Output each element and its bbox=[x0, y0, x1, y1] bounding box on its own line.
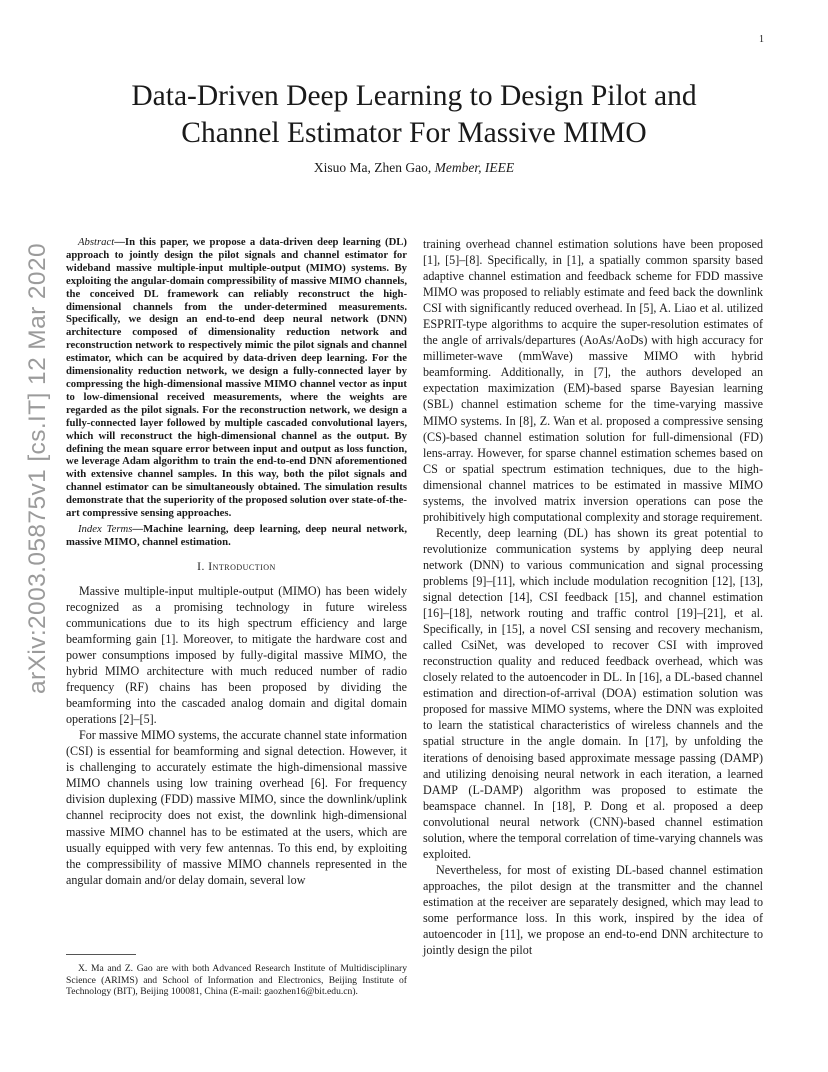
footnote: X. Ma and Z. Gao are with both Advanced Research Institute of Multidisciplinary Science (ARIMS) and School of Information and Electronics, Beijing Institute of Technology (BIT), Beijing 100081, China (E-mail: gaozhen16@bit.edu.cn). bbox=[66, 963, 407, 997]
left-column bbox=[66, 236, 407, 888]
abstract bbox=[66, 236, 407, 520]
body-paragraph: For massive MIMO systems, the accurate channel state information (CSI) is essential for beamforming and signal detection. However, it is challenging to accurately estimate the high-dimensional massive MIMO channels using low training overhead [6]. For frequency division duplexing (FDD) massive MIMO, since the downlink/uplink channel reciprocity does not exist, the downlink high-dimensional massive MIMO channel has to be estimated at the users, which are usually equipped with very few antennas. To this end, by exploiting the compressibility of massive MIMO channels represented in the angular domain and/or delay domain, several low bbox=[66, 728, 407, 887]
index-terms-text: —Machine learning, deep learning, deep neural network, massive MIMO, channel estimation. bbox=[66, 522, 407, 548]
abstract-label: Abstract bbox=[78, 236, 115, 248]
index-terms bbox=[66, 523, 407, 549]
abstract-text: —In this paper, we propose a data-driven deep learning (DL) approach to jointly design the pilot signals and channel estimator for wideband massive multiple-input multiple-output (MIMO) systems. By exploiting the angular-domain compressibility of massive MIMO channels, the conceived DL framework can reliably reconstruct the high-dimensional channels from the under-determined measurements. Specifically, we design an end-to-end deep neural network (DNN) architecture composed of dimensionality reduction network and reconstruction network to respectively mimic the pilot signals and channel estimator, which can be acquired by data-driven deep learning. For the dimensionality reduction network, we design a fully-connected layer by compressing the high-dimensional massive MIMO channel vector as input to low-dimensional received measurements, where the weights are regarded as the pilot signals. For the reconstruction network, we design a fully-connected layer followed by multiple cascaded convolutional layers, which will reconstruct the high-dimensional channel as the output. By defining the mean square error between input and output as loss function, we leverage Adam algorithm to train the end-to-end DNN aforementioned with extensive channel samples. In this way, both the pilot signals and channel estimator can be simultaneously obtained. The simulation results demonstrate that the superiority of the proposed solution over state-of-the-art compressive sensing approaches. bbox=[66, 236, 407, 520]
body-paragraph: training overhead channel estimation solutions have been proposed [1], [5]–[8]. Specifically, in [1], a spatially common sparsity based adaptive channel estimation and feedback scheme for FDD massive MIMO was proposed to reliably estimate and feed back the downlink CSI with significantly reduced overhead. In [5], A. Liao et al. utilized ESPRIT-type algorithms to acquire the super-resolution estimates of the angle of arrivals/departures (AoAs/AoDs) with high accuracy for millimeter-wave (mmWave) massive MIMO with hybrid beamforming. Additionally, in [7], the authors developed an expectation maximization (EM)-based sparse Bayesian learning (SBL) channel estimation scheme for the time-varying massive MIMO systems. In [8], Z. Wan et al. proposed a compressive sensing (CS)-based channel estimation solution for full-dimensional (FD) lens-array. However, for sparse channel estimation schemes based on CS or spatial spectrum estimation techniques, due to the high-dimensional channel matrices to be estimated in massive MIMO systems, the involved matrix inversion operations can pose the prohibitively high computational complexity and storage requirement. bbox=[423, 237, 763, 524]
page-number: 1 bbox=[759, 34, 764, 45]
author-membership: Member, IEEE bbox=[434, 160, 515, 175]
paper-title bbox=[0, 78, 828, 152]
author-line bbox=[0, 160, 828, 176]
right-column bbox=[423, 236, 763, 958]
index-terms-label: Index Terms bbox=[78, 522, 133, 535]
arxiv-stamp: arXiv:2003.05875v1 [cs.IT] 12 Mar 2020 bbox=[24, 242, 51, 694]
section-number: I. bbox=[197, 560, 205, 573]
body-paragraph: Nevertheless, for most of existing DL-based channel estimation approaches, the pilot design at the transmitter and the channel estimation at the receiver are separately designed, which may lead to some performance loss. In this work, inspired by the idea of autoencoder in [11], we propose an end-to-end DNN architecture to jointly design the pilot bbox=[423, 862, 763, 958]
section-heading bbox=[66, 559, 407, 575]
body-paragraph: Recently, deep learning (DL) has shown its great potential to revolutionize communication systems by applying deep neural network (DNN) to various communication and signal processing problems [9]–[11], which include modulation recognition [12], [13], signal detection [14], CSI feedback [15], and channel estimation [16]–[18], network routing and traffic control [19]–[21], et al. Specifically, in [15], a novel CSI sensing and recovery mechanism, called CsiNet, was developed to recover CSI with improved reconstruction quality and reduced feedback overhead, which was closely related to the autoencoder in DL. In [16], a DL-based channel estimation and direction-of-arrival (DOA) estimation solution was proposed for massive MIMO systems, where the DNN was exploited to learn the statistical characteristics of wireless channels and the spatial structure in the angle domain. In [17], by unfolding the iterations of denoising based approximate message passing (DAMP) and utilizing denoising neural network in each iteration, a learned DAMP (L-DAMP) algorithm was proposed to estimate the beamspace channel. In [18], P. Dong et al. proposed a deep convolutional neural network (CNN)-based channel estimation solution, where the temporal correlation of time-varying channels was exploited. bbox=[423, 525, 763, 861]
section-title: Introduction bbox=[208, 560, 276, 573]
author-names: Xisuo Ma, Zhen Gao, bbox=[313, 160, 432, 175]
footnote-divider bbox=[66, 954, 136, 955]
title-line-1: Data-Driven Deep Learning to Design Pilot and bbox=[131, 80, 697, 112]
title-line-2: Channel Estimator For Massive MIMO bbox=[181, 117, 647, 149]
body-paragraph: Massive multiple-input multiple-output (MIMO) has been widely recognized as a promising technology in future wireless communications due to its high spectrum efficiency and large beamforming gain [1]. Moreover, to mitigate the hardware cost and power consumptions imposed by fully-digital massive MIMO, the hybrid MIMO architecture with much reduced number of radio frequency (RF) chains has been proposed by dividing the beamforming into the cascaded analog domain and digital domain operations [2]–[5]. bbox=[66, 583, 407, 727]
